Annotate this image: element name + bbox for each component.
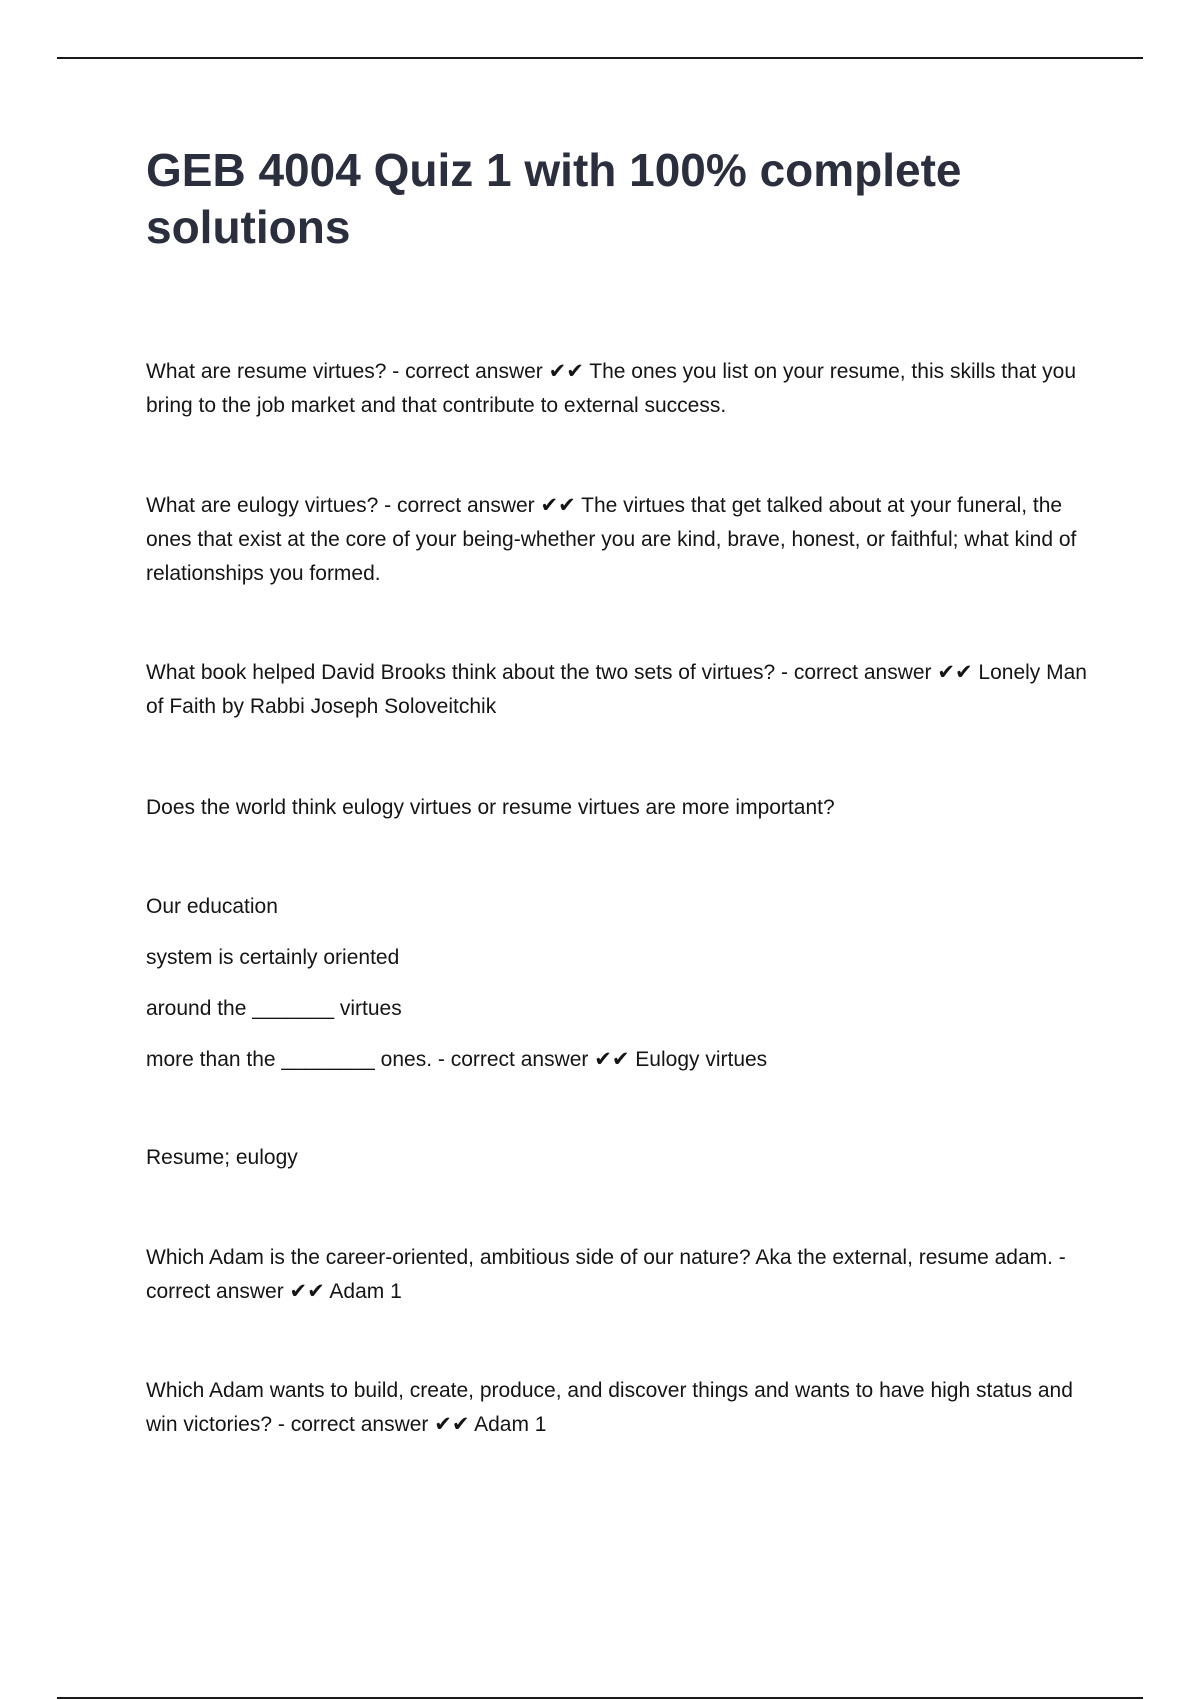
fill-blank-line-3: around the _______ virtues [146,997,402,1020]
qa-adam-career: Which Adam is the career-oriented, ambitious side of our nature? Aka the external, resume adam. - correct answer ✔✔ Adam 1 [146,1246,1066,1303]
document-title: GEB 4004 Quiz 1 with 100% complete solutions [146,144,962,253]
top-rule [57,57,1143,59]
fill-blank-line-4: more than the ________ ones. - correct answer ✔✔ Eulogy virtues [146,1048,768,1071]
qa-resume-virtues: What are resume virtues? - correct answer ✔✔ The ones you list on your resume, this skills that you bring to the job market and that contribute to external success. [146,360,1076,417]
bottom-rule [57,1697,1143,1699]
qa-adam-build: Which Adam wants to build, create, produce, and discover things and wants to have high status and win victories? - correct answer ✔✔ Adam 1 [146,1379,1073,1436]
qa-david-brooks-book: What book helped David Brooks think about the two sets of virtues? - correct answer ✔✔ Lonely Man of Faith by Rabbi Joseph Soloveitchik [146,661,1087,718]
fill-blank-line-1: Our education [146,895,278,918]
qa-eulogy-virtues: What are eulogy virtues? - correct answer ✔✔ The virtues that get talked about at your funeral, the ones that exist at the core of your being-whether you are kind, brave, honest, or faithful; what kind of relationships you formed. [146,494,1077,585]
question-world-importance: Does the world think eulogy virtues or resume virtues are more important? [146,796,835,819]
answer-resume-eulogy: Resume; eulogy [146,1146,298,1169]
fill-blank-line-2: system is certainly oriented [146,946,400,969]
